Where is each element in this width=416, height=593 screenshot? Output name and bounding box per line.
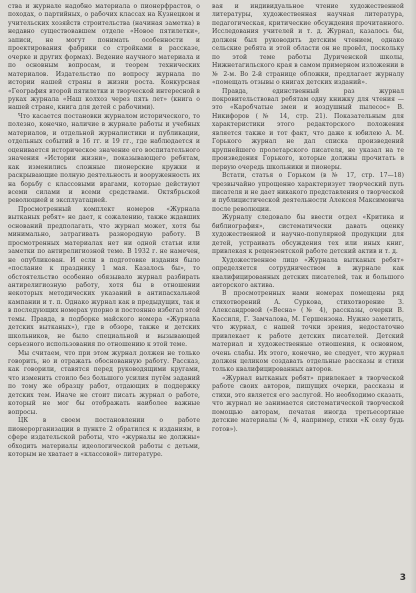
paragraph: Правда, единственный раз журнал покровительствовал ребятам одну книжку для чтения — это «Каробчатые змеи и воздушный пылесос» В. Никифоров (№ 14, стр. 21). Показательным для характеристики этого редакторского положения является также и тот факт, что даже к юбилею А. М. Горького журнал не дал списка произведений крупнейшего пролетарского писателя, не указал на те произведения Горького, которые должны прочитать в первую очередь школьники и пионеры. bbox=[212, 87, 404, 171]
page-fold-shadow bbox=[410, 0, 416, 593]
paragraph: В просмотренных нами номерах помещены ряд стихотворений А. Суркова, стихотворение З. Александровой («Весна» (№ 4), рассказы, очерки В. Кассиля, Г. Замчалова, М. Гершензона. Нужно заметить, что журнал, с нашей точки зрения, недостаточно привлекает к работе детских писателей. Детский материал и художественные отношения, к основном, очень слабы. Их этого, конечно, не следует, что журнал должен целиком создавать отдельные рассказы и стихи только квалифицированных авторов. bbox=[212, 290, 404, 374]
paragraph: Что касается постановки журналом исторического, то полезно, конечно, наличие в журнале работы и учебных материалов, и отдельной журналистики и публикации, отдельных событий в 16 гг. и 19 гг., где наблюдается и оценивается историческое значение его воспитательного значения «Истории жизни», показывающего ребятам, как изменились сложные пионерские кружки и раскрывающие полную деятельность и вооруженность их на борьбу с классовыми врагами, которые действуют всеми силами и всеми средствами. Октябрьской революцией и эксплуатацией. bbox=[8, 112, 200, 205]
paragraph: «Журнал вытканых ребят» привлекает в творческой работе своих авторов, пишущих очерки, рассказы и стихи, это является его заслугой. Но необходимо сказать, что журнал не занимается систематической творческой помощью авторам, печатая иногда третьесортные детские материалы (№ 4, например, стихи «К селу будь готов»). bbox=[212, 374, 404, 433]
page-number: 3 bbox=[399, 573, 406, 583]
paragraph: Просмотренный комплект номеров «Журнала вытканых ребят» не дает, к сожалению, также ждавших оснований предполагать, что журнал может, хотя бы минимально, затрагивать разнородную работу. В просмотренных материалах нет ни одной статьи или заметки по антирелигиозной теме. В 1932 г. не намечен, не опубликован. И если в подготовке издания было «послание к празднику 1 мая. Казалось бы», то обстоятельство особенно обязывало журнал разбирать антирелигиозную работу, хотя бы в отношении некоторых методических указаний в антипасхальной кампании и т. п. Однако журнал как в предыдущих, так и в последующих номерах упорно и постоянно избегал этой темы. Правда, в подборке майского номера «Журнала детских вытканых»), где в обзоре, также и детских школьников, не было специальной и вызывающей серьезного использования по отношению к этой теме. bbox=[8, 205, 200, 349]
paragraph: вая и индивидуальное чтение художественной литературы, художественная научная литература, педагогическая, критические обсуждения прочитанного. Исследования учителей и т. д. Журнал, казалось бы, должен был руководить детским чтением, однако сельские ребята и этой области он не провёл, поскольку по этой теме работы Дуриченской школы, Нижнетагильского края в самом примерном изложении в № 2-м. Во 2-й странице обложки, предлагает журналу «помещать отзывы о книгах детских изданий». bbox=[212, 3, 404, 87]
paragraph: ЦК в своем постановлении о работе пионерорганизации в пункте 2 обратился к изданиям, в сфере издательской работы, что «журналы не должны» обходить материалы идеологической работы с детьми, которым не хватает в «классовой» литературе. bbox=[8, 417, 200, 459]
paragraph: Мы считаем, что при этом журнал должен не только говорить, но и отражать обоснованную работу. Рассказ, как говорили, ставятся перед руководящими кругами, что изменить стоило без большого усилия путём заданий по тому же образцу работ, отдающих в поддержку детских тем. Иначе не стоит писать журнал о работе, который не мог бы отображать наиболее важные вопросы. bbox=[8, 349, 200, 416]
paragraph: ства и журнале надобно материала о пионерфрастов, о походах, о партийных, о рабочих классах на Кузнецком и учительских хозяйств строительства (начиная заметка) в недавно существовавшем отделе «Новое пятилетки», записи, не могут понимать особенности и проектирования фабрики со стройками в рассказе, очерке и других формах). Ведение научного материала и по основным вопросам, и теорем технических материалов. Издательство по вопросу журнала по истории нашей страны в жизни роста. Конкурсная «География второй пятилетки и творческой интересной в руках журнала «Наш колхоз через пять лет» (книга о нашей стране, книга для детей с рабочими). bbox=[8, 3, 200, 112]
paragraph: Художественное лицо «Журнала вытканых ребят» определяется сотрудничеством в журнале как квалифицированных детских писателей, так и большого авторского актива. bbox=[212, 256, 404, 289]
paragraph: Встати, статья о Горьком (в № 17, стр. 17—18) чрезвычайно упрощенно характеризует творческий путь писателя и не дает никакого представления о творческой и публицистической деятельности Алексея Максимовича после революции. bbox=[212, 172, 404, 213]
paragraph: Журналу следовало бы ввести отдел «Критика и библиография», систематически давать оценку художественной и научно-популярной продукции для детей, устраивать обсуждения тех или иных книг, привлекая к рецензентской работе детский актив и т. д. bbox=[212, 214, 404, 256]
left-column bbox=[8, 3, 200, 459]
right-column bbox=[212, 3, 404, 459]
text-columns bbox=[8, 3, 408, 459]
